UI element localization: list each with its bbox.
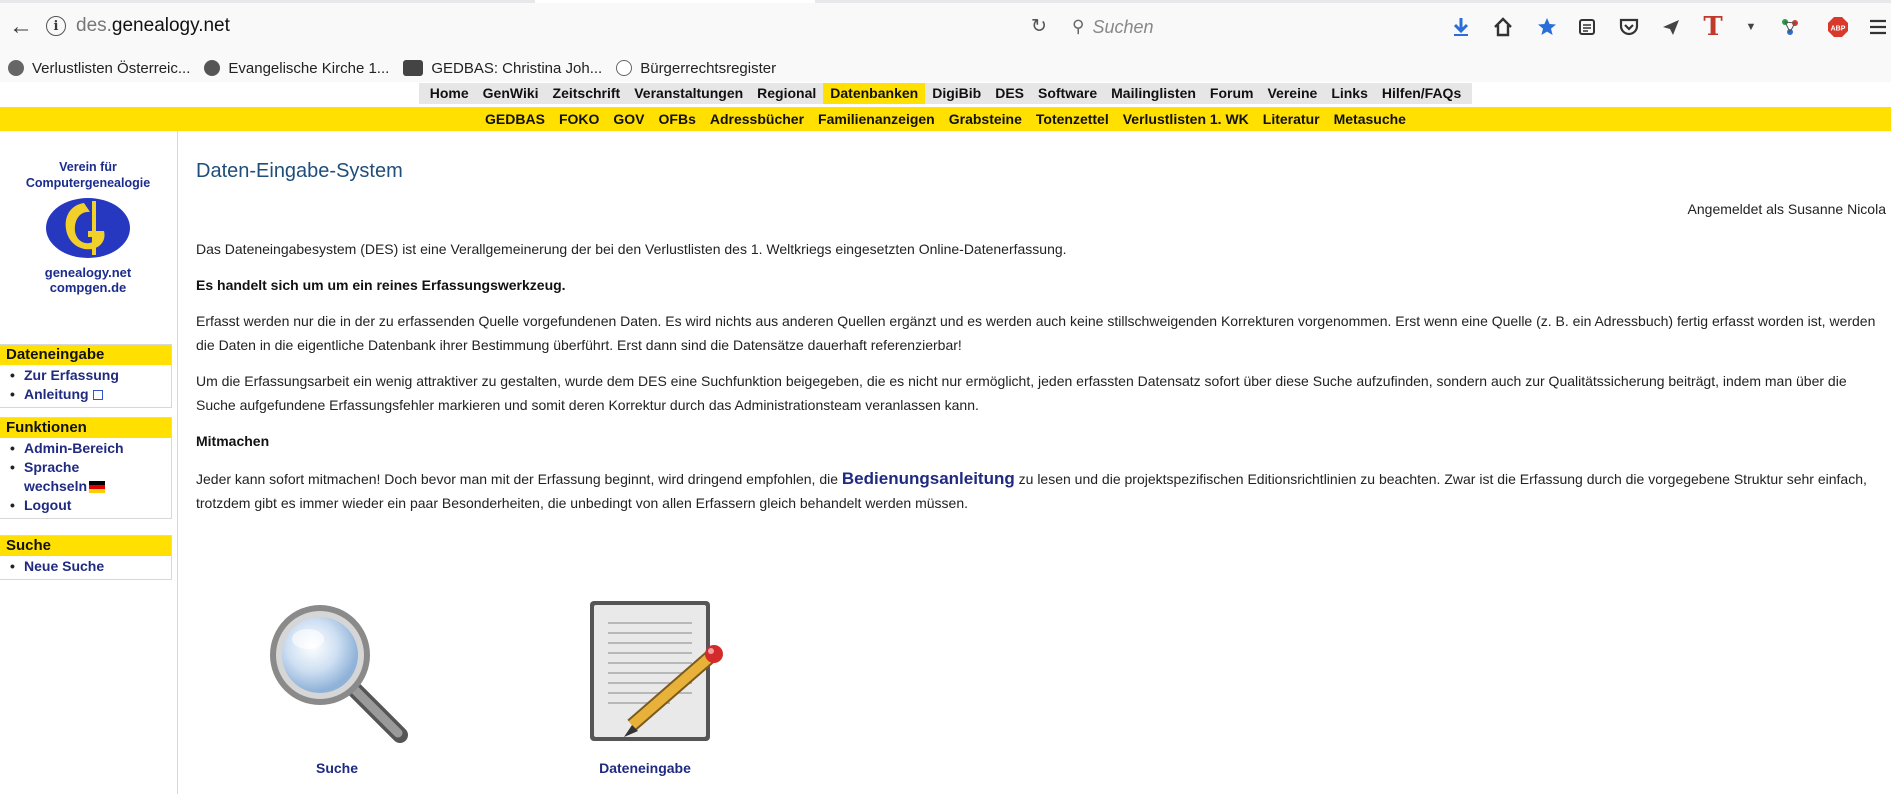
url-bar[interactable] <box>76 15 230 37</box>
nav-item-home[interactable]: Home <box>429 85 469 101</box>
sidebar-section-suche <box>0 535 172 580</box>
nav-item-des[interactable]: DES <box>995 85 1024 101</box>
sidebar-item-anleitung[interactable] <box>10 385 171 404</box>
nav-item-genwiki[interactable]: GenWiki <box>482 85 539 101</box>
nav-item-digibib[interactable]: DigiBib <box>932 85 982 101</box>
chevron-down-icon[interactable]: ▼ <box>1745 21 1757 33</box>
subnav-item-totenzettel[interactable]: Totenzettel <box>1035 111 1109 127</box>
sidebar-item-label: Admin-Bereich <box>24 440 124 456</box>
sidebar-item-sprache-wechseln[interactable] <box>10 458 171 496</box>
bookmark-verlustlisten[interactable] <box>8 60 190 77</box>
intro-paragraph: Das Dateneingabesystem (DES) ist eine Verallgemeinerung der bei den Verlustlisten des 1. Weltkriegs eingesetzten Online-Datenerfassung. <box>196 241 1067 257</box>
logo-subtitle <box>8 265 168 295</box>
home-icon[interactable] <box>1492 13 1514 41</box>
subnav-item-adressbücher[interactable]: Adressbücher <box>709 111 805 127</box>
external-link-icon <box>93 390 103 400</box>
menu-icon[interactable] <box>1868 13 1888 41</box>
main-content <box>196 131 1886 794</box>
tile-search-label: Suche <box>315 760 358 776</box>
nav-item-links[interactable]: Links <box>1331 85 1368 101</box>
sidebar-item-label: wechseln <box>24 478 88 494</box>
subnav-item-metasuche[interactable]: Metasuche <box>1333 111 1406 127</box>
reader-icon[interactable] <box>1576 13 1598 41</box>
globe-icon <box>204 60 220 76</box>
sidebar-item-label: Zur Erfassung <box>24 367 119 383</box>
subnav-item-ofbs[interactable]: OFBs <box>658 111 696 127</box>
search-input[interactable] <box>1072 13 1372 41</box>
subnav-item-familienanzeigen[interactable]: Familienanzeigen <box>818 111 935 127</box>
share-icon[interactable] <box>1778 13 1802 41</box>
secondary-nav <box>0 107 1891 131</box>
notice-text: Es handelt sich um um ein reines Erfassungswerkzeug. <box>196 277 566 293</box>
search-placeholder: Suchen <box>1092 16 1154 37</box>
bookmark-label: Bürgerrechtsregister <box>640 59 777 77</box>
nav-item-vereine[interactable]: Vereine <box>1267 85 1318 101</box>
tab-strip-line <box>0 0 1891 3</box>
bedienungsanleitung-link[interactable]: Bedienungsanleitung <box>841 469 1015 488</box>
bookmark-buergerrechtsregister[interactable] <box>616 60 776 77</box>
globe-icon <box>8 60 24 76</box>
tile-search[interactable] <box>262 597 412 777</box>
sidebar-item-neue-suche[interactable] <box>10 557 171 576</box>
sidebar-item-label: Anleitung <box>24 386 89 402</box>
info-icon[interactable]: i <box>46 16 66 36</box>
paragraph-mitmachen <box>196 467 1881 515</box>
svg-text:ABP: ABP <box>1830 25 1846 33</box>
sidebar-item-zur-erfassung[interactable] <box>10 366 171 385</box>
send-icon[interactable] <box>1660 13 1682 41</box>
subnav-item-verlustlisten-1-wk[interactable]: Verlustlisten 1. WK <box>1122 111 1249 127</box>
download-icon[interactable] <box>1450 13 1472 41</box>
paragraph-suchfunktion: Um die Erfassungsarbeit ein wenig attraktiver zu gestalten, wurde dem DES eine Suchfunktion beigegeben, die es nicht nur ermöglicht, jeden erfassten Datensatz sofort über diese Suche aufzufinden, sondern auch zur Qualitätssicherung beiträgt, indem man über die Suche aufgefundene Erfassungsfehler markieren und somit deren Korrektur durch das Administrationsteam veranlassen kann. <box>196 373 1847 413</box>
sidebar-item-label: Logout <box>24 497 72 513</box>
subnav-item-gedbas[interactable]: GEDBAS <box>485 111 545 127</box>
nav-item-software[interactable]: Software <box>1038 85 1098 101</box>
sidebar-section-funktionen <box>0 417 172 519</box>
mitmachen-heading: Mitmachen <box>196 433 270 449</box>
url-prefix: des. <box>76 15 112 36</box>
sidebar-item-logout[interactable] <box>10 496 171 515</box>
sidebar-item-admin-bereich[interactable] <box>10 439 171 458</box>
sidebar-item-label: Sprache <box>24 459 80 475</box>
magnifier-icon <box>262 597 412 747</box>
paragraph-text: zu lesen und die projektspezifischen Editionsrichtlinien zu beachten. Zwar ist die Erfassung durch die vorgegebene Struktur sehr einfach, trotzdem gibt es immer wieder ein paar Besonderheiten, die unbedingt von allen Erfassern gleich behandelt werden müssen. <box>196 471 1867 511</box>
nav-item-datenbanken[interactable]: Datenbanken <box>823 83 925 104</box>
logo-title-line2: Computergenealogie <box>25 176 151 190</box>
logged-in-status: Angemeldet als Susanne Nicola <box>1687 201 1886 217</box>
paragraph-erfassung: Erfasst werden nur die in der zu erfassenden Quelle vorgefundenen Daten. Es wird nichts aus anderen Quellen ergänzt und es werden auch keine stillschweigenden Korrekturen vorgenommen. Erst wenn eine Quelle (z. B. ein Adressbuch) fertig erfasst worden ist, werden die Daten in die eigentliche Datenbank ihrer Bestimmung überführt. Erst dann sind die Datensätze dauerhaft referenzierbar! <box>196 313 1876 353</box>
tile-dateneingabe[interactable] <box>560 597 730 777</box>
bookmark-label: Verlustlisten Österreic... <box>32 59 191 77</box>
sidebar-heading: Funktionen <box>0 418 171 438</box>
nav-item-regional[interactable]: Regional <box>757 85 817 101</box>
primary-nav <box>0 82 1891 107</box>
pocket-icon[interactable] <box>1618 13 1640 41</box>
bookmark-star-icon[interactable] <box>1536 13 1558 41</box>
bookmark-label: Evangelische Kirche 1... <box>228 59 390 77</box>
nav-item-hilfen-faqs[interactable]: Hilfen/FAQs <box>1381 85 1462 101</box>
sidebar-section-dateneingabe <box>0 344 172 408</box>
subnav-item-gov[interactable]: GOV <box>613 111 645 127</box>
t-extension-icon[interactable]: T <box>1703 12 1723 42</box>
logo-title <box>8 159 168 191</box>
tile-dateneingabe-label: Dateneingabe <box>599 760 691 776</box>
logo-title-line1: Verein für <box>59 160 117 174</box>
bookmark-gedbas[interactable] <box>403 60 602 77</box>
logo-sub-line2: compgen.de <box>49 280 127 295</box>
globe-icon <box>616 60 632 76</box>
sidebar-item-label: Neue Suche <box>24 558 105 574</box>
back-icon[interactable]: ← <box>9 13 33 40</box>
logo-sub-line1: genealogy.net <box>44 265 132 280</box>
search-icon: ⚲ <box>1072 17 1085 36</box>
subnav-item-literatur[interactable]: Literatur <box>1262 111 1320 127</box>
bookmark-evangelische-kirche[interactable] <box>204 60 389 77</box>
compgen-logo-icon <box>44 195 132 261</box>
sidebar <box>0 131 178 794</box>
subnav-item-grabsteine[interactable]: Grabsteine <box>948 111 1022 127</box>
document-pencil-icon <box>560 597 730 747</box>
url-domain: genealogy.net <box>111 15 230 36</box>
primary-nav-items <box>419 83 1473 104</box>
secondary-nav-items <box>478 107 1413 131</box>
sidebar-heading: Suche <box>0 536 171 556</box>
german-flag-icon <box>89 481 105 493</box>
sidebar-heading: Dateneingabe <box>0 345 171 365</box>
paragraph-text: Jeder kann sofort mitmachen! Doch bevor man mit der Erfassung beginnt, wird dringend empfohlen, die <box>196 471 842 487</box>
adblock-icon[interactable] <box>1826 13 1850 41</box>
nav-item-mailinglisten[interactable]: Mailinglisten <box>1111 85 1196 101</box>
nav-item-veranstaltungen[interactable]: Veranstaltungen <box>634 85 744 101</box>
subnav-item-foko[interactable]: FOKO <box>558 111 600 127</box>
gedbas-icon <box>403 60 423 76</box>
browser-toolbar <box>0 0 1891 54</box>
site-logo[interactable] <box>8 159 168 319</box>
nav-item-zeitschrift[interactable]: Zeitschrift <box>552 85 621 101</box>
reload-icon[interactable]: ↻ <box>1031 15 1047 37</box>
bookmark-label: GEDBAS: Christina Joh... <box>431 59 603 77</box>
bookmarks-bar <box>0 54 1891 82</box>
page-title: Daten-Eingabe-System <box>196 160 403 182</box>
nav-item-forum[interactable]: Forum <box>1209 85 1254 101</box>
